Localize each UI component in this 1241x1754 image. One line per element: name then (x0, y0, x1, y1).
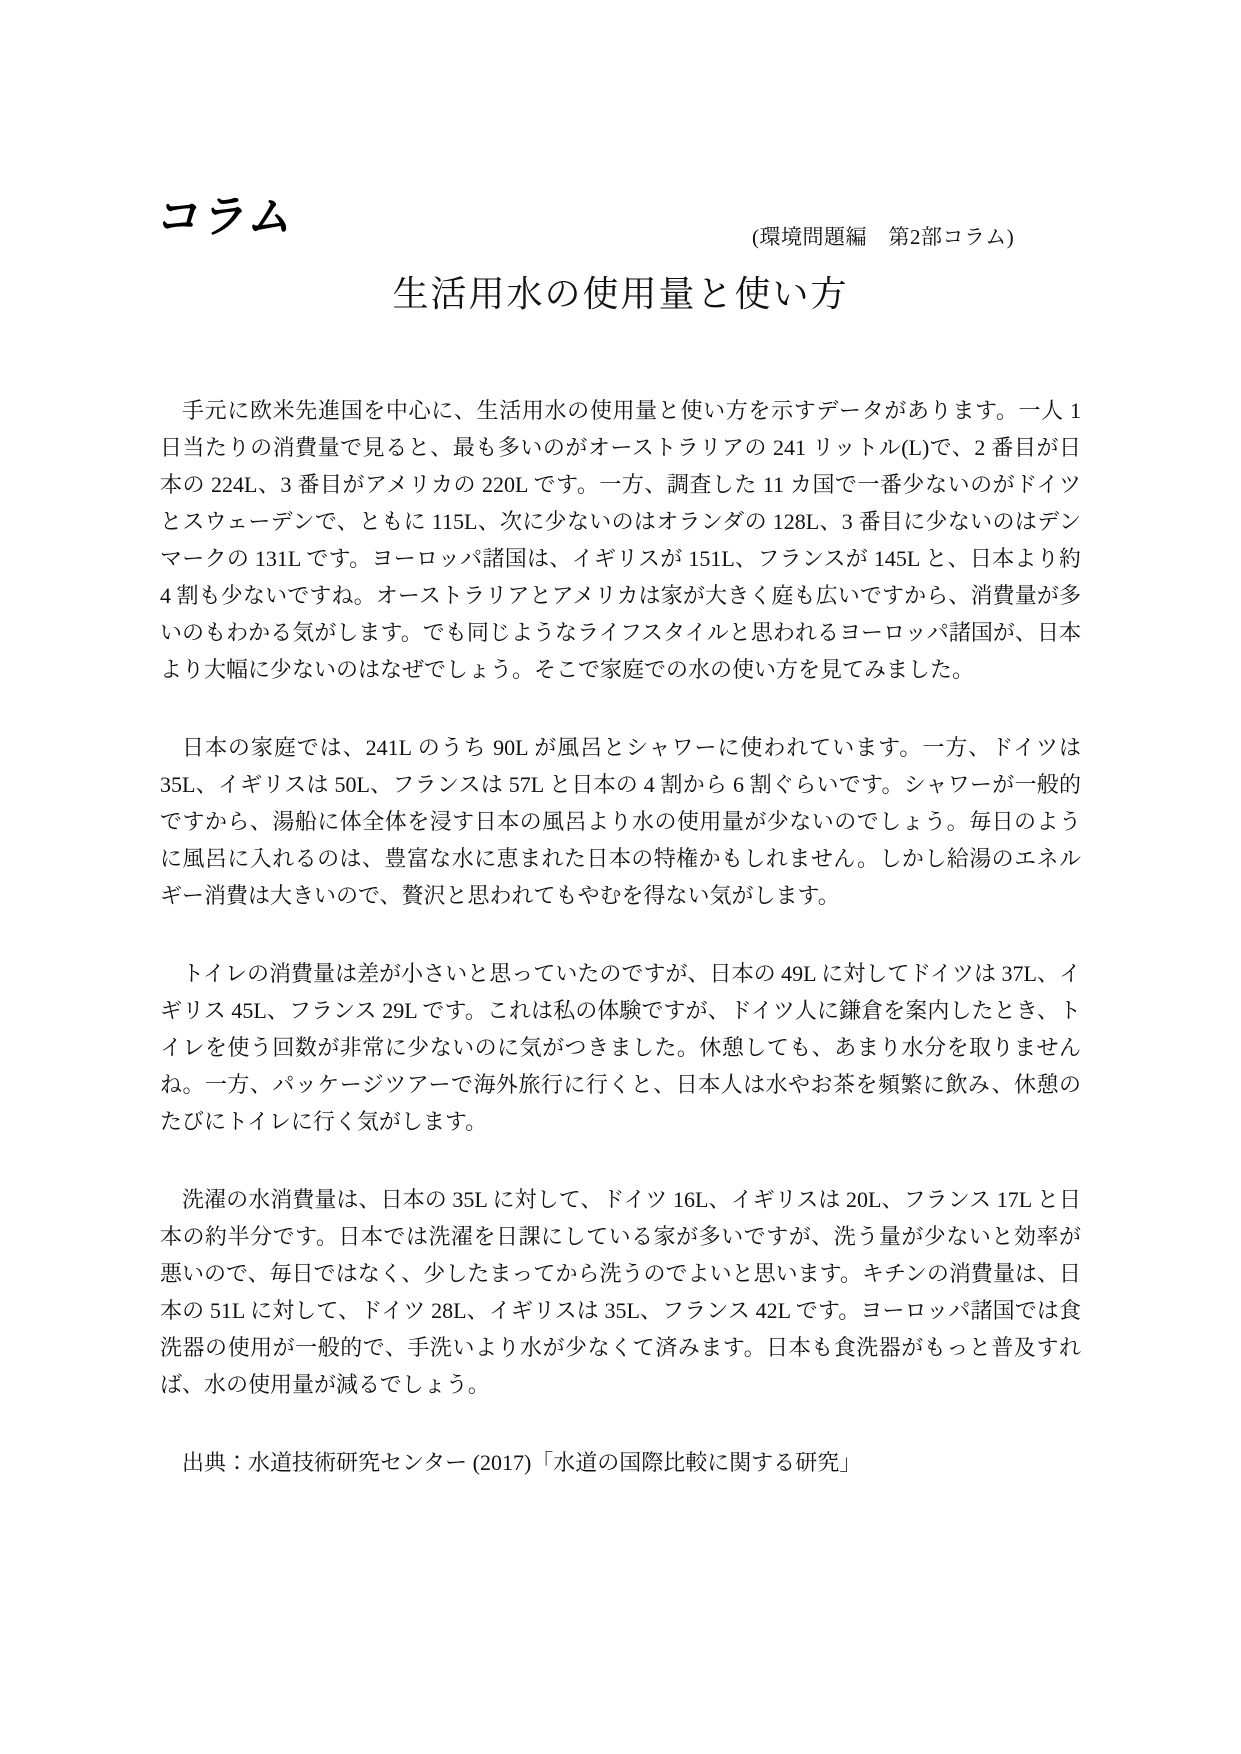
edition-note: (環境問題編 第2部コラム) (752, 225, 1015, 249)
page-title: 生活用水の使用量と使い方 (392, 274, 849, 314)
body-paragraph: 日本の家庭では、241L のうち 90L が風呂とシャワーに使われています。一方、ドイツは 35L、イギリスは 50L、フランスは 57L と日本の 4 割から 6 割ぐらいです。シャワーが一般的ですから、湯船に体全体を浸す日本の風呂より水の使用量が少ないのでしょう。毎日のように風呂に入れるのは、豊富な水に恵まれた日本の特権かもしれません。しかし給湯のエネルギー消費は大きいので、贅沢と思われてもやむを得ない気がします。 (160, 735, 1081, 908)
column-logo: コラム (153, 191, 299, 242)
body-paragraph: 手元に欧米先進国を中心に、生活用水の使用量と使い方を示すデータがあります。一人 1 日当たりの消費量で見ると、最も多いのがオーストラリアの 241 リットル(L)で、2 番目が日本の 224L、3 番目がアメリカの 220L です。一方、調査した 11 カ国で一番少ないのがドイツとスウェーデンで、ともに 115L、次に少ないのはオランダの 128L、3 番目に少ないのはデンマークの 131L です。ヨーロッパ諸国は、イギリスが 151L、フランスが 145L と、日本より約 4 割も少ないですね。オーストラリアとアメリカは家が大きく庭も広いですから、消費量が多いのもわかる気がします。でも同じようなライフスタイルと思われるヨーロッパ諸国が、日本より大幅に少ないのはなぜでしょう。そこで家庭での水の使い方を見てみました。 (160, 398, 1081, 682)
body-paragraph: 洗濯の水消費量は、日本の 35L に対して、ドイツ 16L、イギリスは 20L、フランス 17L と日本の約半分です。日本では洗濯を日課にしている家が多いですが、洗う量が少ないと効率が悪いので、毎日ではなく、少したまってから洗うのでよいと思います。キチンの消費量は、日本の 51L に対して、ドイツ 28L、イギリスは 35L、フランス 42L です。ヨーロッパ諸国では食洗器の使用が一般的で、手洗いより水が少なくて済みます。日本も食洗器がもっと普及すれば、水の使用量が減るでしょう。 (160, 1187, 1081, 1397)
article-body (160, 392, 1081, 1522)
body-paragraph: トイレの消費量は差が小さいと思っていたのですが、日本の 49L に対してドイツは 37L、イギリス 45L、フランス 29L です。これは私の体験ですが、ドイツ人に鎌倉を案内したとき、トイレを使う回数が非常に少ないのに気がつきました。休憩しても、あまり水分を取りませんね。一方、パッケージツアーで海外旅行に行くと、日本人は水やお茶を頻繁に飲み、休憩のたびにトイレに行く気がします。 (160, 961, 1081, 1134)
source-citation: 出典：水道技術研究センター (2017)「水道の国際比較に関する研究」 (182, 1450, 862, 1475)
